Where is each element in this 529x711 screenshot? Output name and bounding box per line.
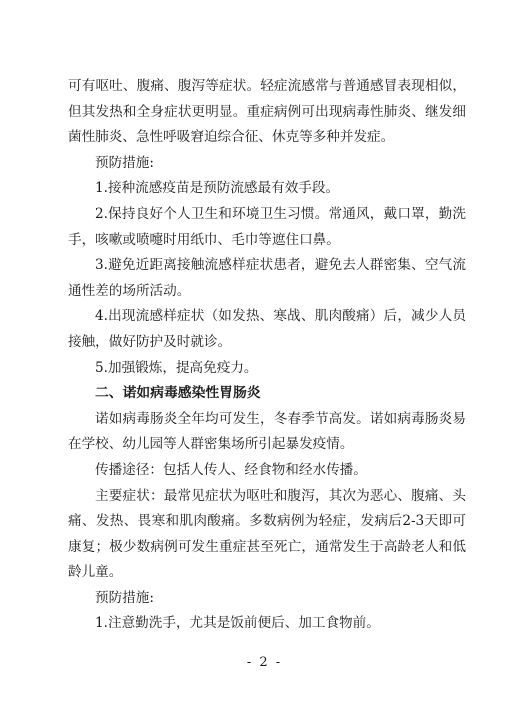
prevention-item: 2.保持良好个人卫生和环境卫生习惯。常通风，戴口罩，勤洗手，咳嗽或喷嚏时用纸巾、毛巾等遮住口鼻。 xyxy=(68,205,466,248)
section-heading: 二、诺如病毒感染性胃肠炎 xyxy=(95,385,261,402)
prevention-item: 3.避免近距离接触流感样症状患者，避免去人群密集、空气流通性差的场所活动。 xyxy=(68,257,466,299)
prevention-item: 1.注意勤洗手，尤其是饭前便后、加工食物前。 xyxy=(95,615,380,632)
symptoms-paragraph: 主要症状：最常见症状为呕吐和腹泻，其次为恶心、腹痛、头痛、发热、畏寒和肌肉酸痛。多数病例为轻症，发病后2-3天即可康复；极少数病例可发生重症甚至死亡，通常发生于高龄老人和低龄儿童。 xyxy=(68,487,466,581)
body-paragraph: 可有呕吐、腹痛、腹泻等症状。轻症流感常与普通感冒表现相似，但其发热和全身症状更明显。重症病例可出现病毒性肺炎、继发细菌性肺炎、急性呼吸窘迫综合征、休克等多种并发症。 xyxy=(68,78,466,146)
body-paragraph: 诺如病毒肠炎全年均可发生，冬春季节高发。诺如病毒肠炎易在学校、幼儿园等人群密集场所引起暴发疫情。 xyxy=(68,410,466,453)
document-body xyxy=(68,74,466,637)
prevention-item: 1.接种流感疫苗是预防流感最有效手段。 xyxy=(95,180,340,197)
prevention-item: 4.出现流感样症状（如发热、寒战、肌肉酸痛）后，减少人员接触，做好防护及时就诊。 xyxy=(68,308,466,350)
prevention-label: 预防措施: xyxy=(95,589,154,606)
page-number: - 2 - xyxy=(246,655,283,670)
prevention-label: 预防措施: xyxy=(95,154,154,171)
transmission-paragraph: 传播途径：包括人传人、经食物和经水传播。 xyxy=(95,461,367,478)
prevention-item: 5.加强锻炼，提高免疫力。 xyxy=(95,359,258,376)
